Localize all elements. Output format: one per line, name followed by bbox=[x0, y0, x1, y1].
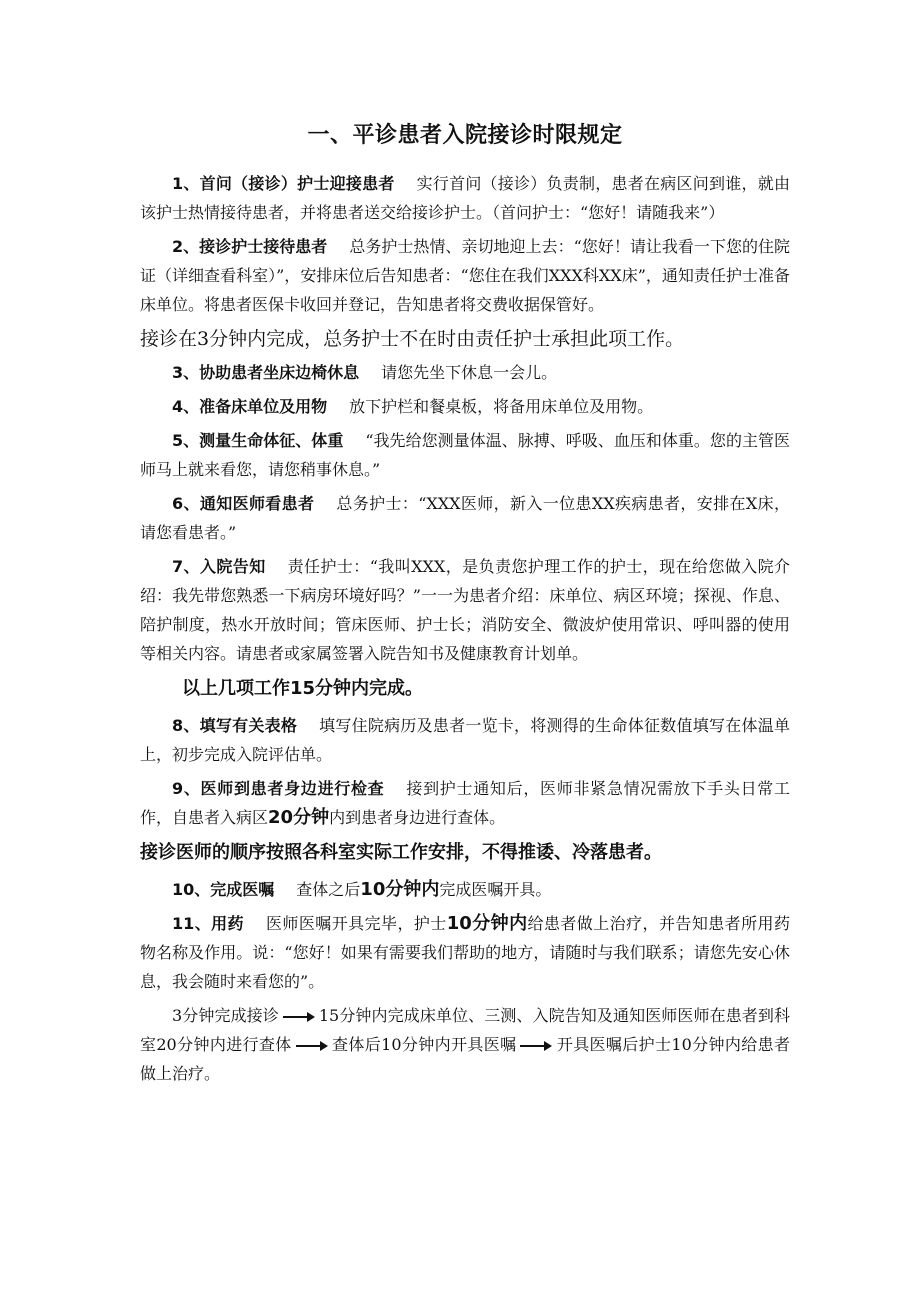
item-text: 查体之后 bbox=[296, 880, 361, 899]
item-2 bbox=[140, 232, 790, 319]
item-6 bbox=[140, 489, 790, 547]
flow-step: 3分钟完成接诊 bbox=[172, 1006, 279, 1025]
flow-step: 15分钟内完成床单位、三测、入院告知及通知医师医师在患者到科室20分钟内进行查体 bbox=[140, 1006, 790, 1054]
item-heading: 5、测量生命体征、体重 bbox=[172, 431, 344, 450]
item-3 bbox=[140, 358, 790, 387]
item-text: 给患者做上治疗，并告知患者所用药物名称及作用。说：“您好！如果有需要我们帮助的地方，请随时与我们联系；请您先安心休息，我会随时来看您的”。 bbox=[140, 914, 790, 991]
item-text: 填写住院病历及患者一览卡，将测得的生命体征数值填写在体温单上，初步完成入院评估单。 bbox=[140, 716, 790, 764]
item-text: 放下护栏和餐桌板，将备用床单位及用物。 bbox=[349, 397, 654, 416]
arrow-right-icon bbox=[296, 1041, 328, 1051]
item-heading: 8、填写有关表格 bbox=[172, 716, 298, 735]
item-text: 实行首问（接诊）负责制，患者在病区问到谁，就由该护士热情接待患者，并将患者送交给接诊护士。（首问护士：“您好！请随我来”） bbox=[140, 174, 790, 222]
item-text: 完成医嘱开具。 bbox=[439, 880, 552, 899]
item-text: 内到患者身边进行查体。 bbox=[329, 808, 506, 827]
emphasis-time: 10分钟内 bbox=[360, 879, 440, 900]
item-1 bbox=[140, 169, 790, 227]
note-reception-time: 接诊在3分钟内完成，总务护士不在时由责任护士承担此项工作。 bbox=[140, 328, 685, 350]
flow-step: 查体后10分钟内开具医嘱 bbox=[331, 1035, 517, 1054]
flow-step: 开具医嘱后护士10分钟内给患者做上治疗。 bbox=[140, 1035, 790, 1083]
emphasis-time: 10分钟内 bbox=[446, 913, 528, 934]
item-8 bbox=[140, 711, 790, 769]
summary-flow bbox=[140, 1001, 790, 1088]
arrow-right-icon bbox=[283, 1012, 315, 1022]
item-text: 总务护士：“XXX医师，新入一位患XX疾病患者，安排在X床，请您看患者。” bbox=[140, 494, 790, 542]
item-heading: 1、首问（接诊）护士迎接患者 bbox=[172, 174, 395, 193]
item-heading: 4、准备床单位及用物 bbox=[172, 397, 328, 416]
document-page bbox=[140, 118, 790, 1093]
item-9 bbox=[140, 774, 790, 832]
item-11 bbox=[140, 909, 790, 996]
item-heading: 6、通知医师看患者 bbox=[172, 494, 315, 513]
item-heading: 2、接诊护士接待患者 bbox=[172, 237, 328, 256]
note-15-minutes: 以上几项工作15分钟内完成。 bbox=[182, 678, 424, 699]
item-text: 请您先坐下休息一会儿。 bbox=[381, 363, 558, 382]
item-text: 医师医嘱开具完毕，护士 bbox=[266, 914, 447, 933]
note-doctor-order: 接诊医师的顺序按照各科室实际工作安排，不得推诿、冷落患者。 bbox=[140, 842, 662, 863]
item-text: “我先给您测量体温、脉搏、呼吸、血压和体重。您的主管医师马上就来看您，请您稍事休息。” bbox=[140, 431, 790, 479]
arrow-right-icon bbox=[520, 1041, 552, 1051]
item-4 bbox=[140, 392, 790, 421]
item-text: 接到护士通知后，医师非紧急情况需放下手头日常工作，自患者入病区 bbox=[140, 779, 790, 827]
item-heading: 7、入院告知 bbox=[172, 557, 266, 576]
item-7 bbox=[140, 552, 790, 668]
item-10 bbox=[140, 875, 790, 904]
item-text: 责任护士：“我叫XXX，是负责您护理工作的护士，现在给您做入院介绍：我先带您熟悉一下病房环境好吗？”一一为患者介绍：床单位、病区环境；探视、作息、陪护制度，热水开放时间；管床医师、护士长；消防安全、微波炉使用常识、呼叫器的使用等相关内容。请患者或家属签署入院告知书及健康教育计划单。 bbox=[140, 557, 790, 663]
item-5 bbox=[140, 426, 790, 484]
item-heading: 3、协助患者坐床边椅休息 bbox=[172, 363, 360, 382]
item-heading: 10、完成医嘱 bbox=[172, 880, 275, 899]
emphasis-time: 20分钟 bbox=[268, 807, 330, 828]
page-title: 一、平诊患者入院接诊时限规定 bbox=[307, 123, 623, 148]
item-text: 总务护士热情、亲切地迎上去：“您好！请让我看一下您的住院证（详细查看科室）”，安排床位后告知患者：“您住在我们XXX科XX床”，通知责任护士准备床单位。将患者医保卡收回并登记，告知患者将交费收据保管好。 bbox=[140, 237, 790, 314]
item-heading: 11、用药 bbox=[172, 914, 244, 933]
item-heading: 9、医师到患者身边进行检查 bbox=[172, 779, 385, 798]
